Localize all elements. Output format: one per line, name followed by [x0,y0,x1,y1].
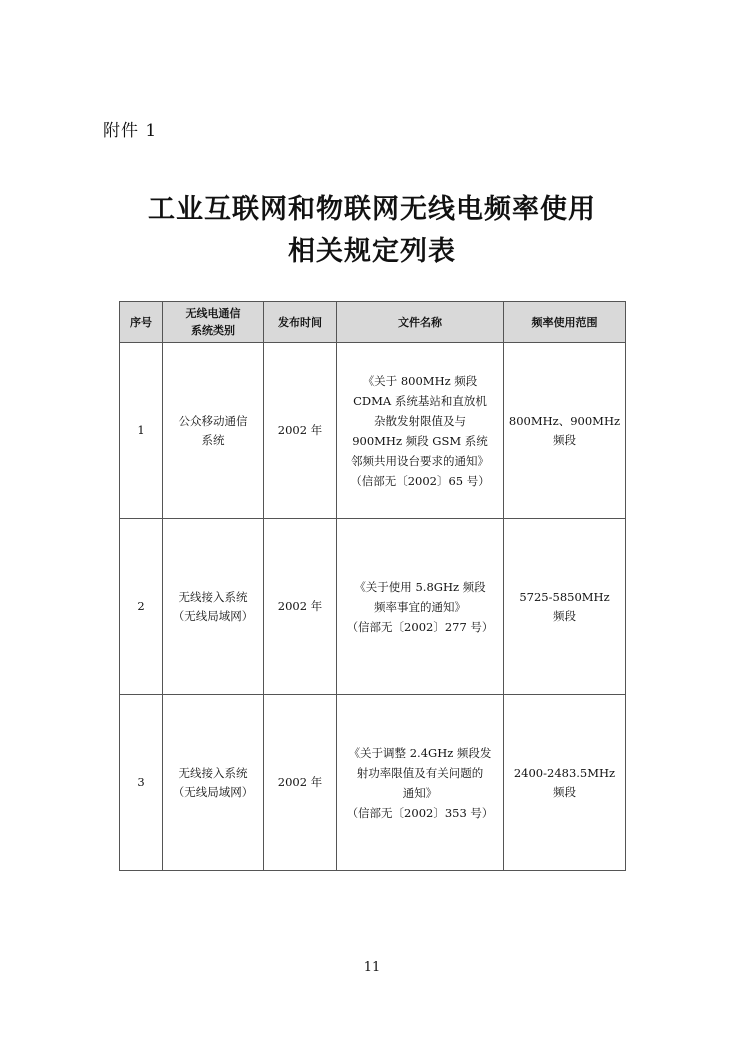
cell-doc-line: 《关于调整 2.4GHz 频段发 [348,745,492,760]
cell-date: 2002 年 [264,695,337,871]
cell-freq-line: 频段 [553,432,576,447]
cell-category-line: 系统 [201,432,225,447]
header-index: 序号 [120,302,163,343]
cell-index: 1 [120,343,163,519]
table-header-row [120,302,626,343]
cell-doc-line: （信部无〔2002〕353 号） [346,805,494,820]
cell-doc [337,343,504,519]
header-freq: 频率使用范围 [504,302,626,343]
cell-date: 2002 年 [264,343,337,519]
header-doc: 文件名称 [337,302,504,343]
header-date: 发布时间 [264,302,337,343]
cell-freq-line: 5725-5850MHz [519,589,610,604]
cell-doc-line: 邻频共用设台要求的通知》 [351,453,489,468]
cell-category-line: （无线局域网） [172,784,254,799]
cell-index: 3 [120,695,163,871]
cell-doc-line: （信部无〔2002〕65 号） [350,473,490,488]
cell-freq [504,519,626,695]
cell-doc-line: 通知》 [402,785,438,800]
header-category-line-1: 无线电通信 [185,307,241,320]
cell-doc-line: 900MHz 频段 GSM 系统 [352,433,488,448]
table-row [120,519,626,695]
cell-freq-line: 2400-2483.5MHz [513,765,616,780]
cell-doc-line: 杂散发射限值及与 [374,413,466,428]
cell-category [163,343,264,519]
document-title-line-2: 相关规定列表 [288,236,456,267]
cell-doc-line: 频率事宜的通知》 [374,599,466,614]
cell-doc [337,519,504,695]
cell-category-line: 无线接入系统 [178,765,248,780]
document-title-line-1: 工业互联网和物联网无线电频率使用 [148,194,596,225]
cell-doc [337,695,504,871]
cell-doc-line: 《关于 800MHz 频段 [362,373,478,388]
cell-freq-line: 800MHz、900MHz [508,413,621,428]
cell-category-line: 公众移动通信 [178,413,248,428]
cell-freq [504,343,626,519]
cell-freq-line: 频段 [553,608,576,623]
cell-doc-line: 射功率限值及有关问题的 [356,765,484,780]
table-row [120,343,626,519]
cell-doc-line: （信部无〔2002〕277 号） [346,619,494,634]
cell-doc-line: CDMA 系统基站和直放机 [353,393,487,408]
cell-date: 2002 年 [264,519,337,695]
cell-category [163,519,264,695]
cell-category-line: 无线接入系统 [178,589,248,604]
cell-freq [504,695,626,871]
regulation-table [119,301,626,871]
attachment-label: 附件 1 [103,121,158,141]
cell-freq-line: 频段 [553,784,576,799]
table-row [120,695,626,871]
cell-index: 2 [120,519,163,695]
header-category-line-2: 系统类别 [191,324,235,337]
cell-doc-line: 《关于使用 5.8GHz 频段 [354,579,486,594]
cell-category [163,695,264,871]
header-category [163,302,264,343]
page-number: 11 [363,960,381,975]
cell-category-line: （无线局域网） [172,608,254,623]
